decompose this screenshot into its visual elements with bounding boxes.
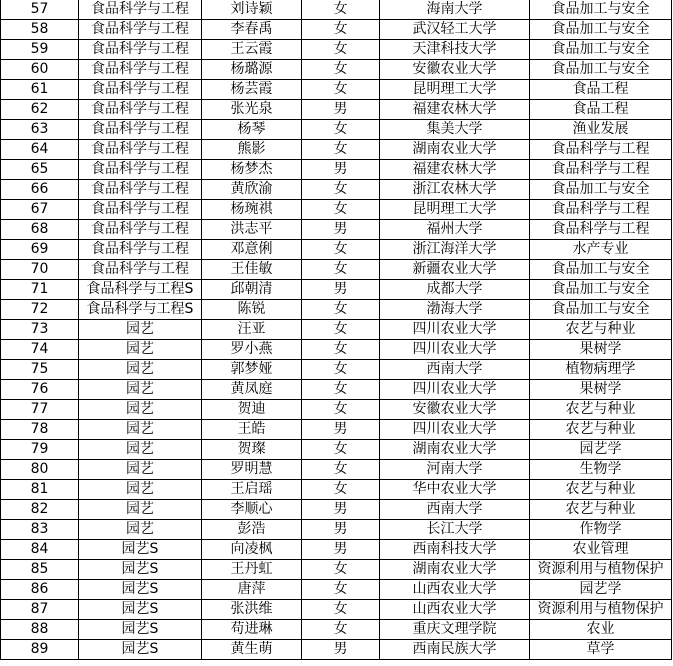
student-name: 张洪维	[202, 600, 302, 620]
major-cell: 食品科学与工程S	[79, 300, 202, 320]
direction-cell: 食品科学与工程	[530, 220, 672, 240]
gender-cell: 男	[302, 280, 380, 300]
student-name: 李顺心	[202, 500, 302, 520]
row-number: 80	[1, 460, 79, 480]
direction-cell: 农艺与种业	[530, 500, 672, 520]
university-cell: 昆明理工大学	[380, 80, 530, 100]
university-cell: 新疆农业大学	[380, 260, 530, 280]
direction-cell: 食品加工与安全	[530, 20, 672, 40]
major-cell: 食品科学与工程	[79, 20, 202, 40]
university-cell: 福建农林大学	[380, 100, 530, 120]
major-cell: 食品科学与工程	[79, 120, 202, 140]
gender-cell: 男	[302, 220, 380, 240]
university-cell: 安徽农业大学	[380, 400, 530, 420]
gender-cell: 男	[302, 420, 380, 440]
university-cell: 成都大学	[380, 280, 530, 300]
direction-cell: 园艺学	[530, 440, 672, 460]
university-cell: 武汉轻工大学	[380, 20, 530, 40]
row-number: 88	[1, 620, 79, 640]
university-cell: 四川农业大学	[380, 340, 530, 360]
student-name: 汪亚	[202, 320, 302, 340]
student-name: 陈锐	[202, 300, 302, 320]
student-name: 洪志平	[202, 220, 302, 240]
gender-cell: 女	[302, 260, 380, 280]
row-number: 82	[1, 500, 79, 520]
student-name: 杨璐源	[202, 60, 302, 80]
student-name: 向凌枫	[202, 540, 302, 560]
gender-cell: 女	[302, 440, 380, 460]
direction-cell: 食品加工与安全	[530, 0, 672, 20]
gender-cell: 女	[302, 360, 380, 380]
student-name: 王佳敏	[202, 260, 302, 280]
table-row	[1, 120, 672, 140]
gender-cell: 女	[302, 620, 380, 640]
direction-cell: 食品加工与安全	[530, 40, 672, 60]
row-number: 66	[1, 180, 79, 200]
gender-cell: 男	[302, 520, 380, 540]
direction-cell: 农艺与种业	[530, 320, 672, 340]
gender-cell: 女	[302, 400, 380, 420]
gender-cell: 男	[302, 500, 380, 520]
major-cell: 园艺	[79, 400, 202, 420]
major-cell: 园艺	[79, 320, 202, 340]
gender-cell: 女	[302, 460, 380, 480]
student-name: 杨琬祺	[202, 200, 302, 220]
university-cell: 四川农业大学	[380, 380, 530, 400]
table-row	[1, 0, 672, 20]
row-number: 61	[1, 80, 79, 100]
student-name: 刘诗颖	[202, 0, 302, 20]
university-cell: 西南大学	[380, 360, 530, 380]
row-number: 70	[1, 260, 79, 280]
student-name: 贺璨	[202, 440, 302, 460]
student-name: 邱朝清	[202, 280, 302, 300]
student-name: 黄欣渝	[202, 180, 302, 200]
gender-cell: 女	[302, 0, 380, 20]
gender-cell: 女	[302, 80, 380, 100]
row-number: 77	[1, 400, 79, 420]
gender-cell: 男	[302, 100, 380, 120]
table-row	[1, 600, 672, 620]
gender-cell: 女	[302, 480, 380, 500]
university-cell: 昆明理工大学	[380, 200, 530, 220]
direction-cell: 农艺与种业	[530, 480, 672, 500]
gender-cell: 女	[302, 560, 380, 580]
gender-cell: 女	[302, 600, 380, 620]
gender-cell: 女	[302, 180, 380, 200]
major-cell: 园艺	[79, 360, 202, 380]
major-cell: 园艺S	[79, 640, 202, 660]
gender-cell: 女	[302, 40, 380, 60]
gender-cell: 男	[302, 640, 380, 660]
row-number: 74	[1, 340, 79, 360]
university-cell: 四川农业大学	[380, 320, 530, 340]
direction-cell: 农业	[530, 620, 672, 640]
table-row	[1, 540, 672, 560]
direction-cell: 农艺与种业	[530, 420, 672, 440]
table-row	[1, 480, 672, 500]
university-cell: 山西农业大学	[380, 580, 530, 600]
university-cell: 海南大学	[380, 0, 530, 20]
major-cell: 食品科学与工程	[79, 140, 202, 160]
university-cell: 浙江海洋大学	[380, 240, 530, 260]
direction-cell: 农艺与种业	[530, 400, 672, 420]
row-number: 64	[1, 140, 79, 160]
row-number: 87	[1, 600, 79, 620]
major-cell: 食品科学与工程	[79, 0, 202, 20]
table-row	[1, 400, 672, 420]
direction-cell: 植物病理学	[530, 360, 672, 380]
gender-cell: 女	[302, 300, 380, 320]
row-number: 76	[1, 380, 79, 400]
university-cell: 福州大学	[380, 220, 530, 240]
major-cell: 园艺	[79, 460, 202, 480]
row-number: 59	[1, 40, 79, 60]
row-number: 58	[1, 20, 79, 40]
gender-cell: 女	[302, 320, 380, 340]
table-body	[1, 0, 672, 660]
gender-cell: 男	[302, 160, 380, 180]
direction-cell: 水产专业	[530, 240, 672, 260]
student-name: 李春禹	[202, 20, 302, 40]
row-number: 79	[1, 440, 79, 460]
student-name: 王皓	[202, 420, 302, 440]
table-row	[1, 500, 672, 520]
gender-cell: 女	[302, 60, 380, 80]
table-row	[1, 620, 672, 640]
row-number: 73	[1, 320, 79, 340]
major-cell: 园艺	[79, 520, 202, 540]
major-cell: 食品科学与工程	[79, 200, 202, 220]
gender-cell: 女	[302, 340, 380, 360]
student-name: 王启瑶	[202, 480, 302, 500]
direction-cell: 资源利用与植物保护	[530, 600, 672, 620]
row-number: 81	[1, 480, 79, 500]
major-cell: 园艺	[79, 380, 202, 400]
row-number: 75	[1, 360, 79, 380]
row-number: 62	[1, 100, 79, 120]
table-row	[1, 520, 672, 540]
gender-cell: 女	[302, 240, 380, 260]
table-row	[1, 260, 672, 280]
major-cell: 园艺	[79, 340, 202, 360]
major-cell: 园艺	[79, 500, 202, 520]
major-cell: 食品科学与工程S	[79, 280, 202, 300]
direction-cell: 食品科学与工程	[530, 160, 672, 180]
university-cell: 渤海大学	[380, 300, 530, 320]
row-number: 83	[1, 520, 79, 540]
table-row	[1, 220, 672, 240]
gender-cell: 女	[302, 200, 380, 220]
table-row	[1, 200, 672, 220]
direction-cell: 食品加工与安全	[530, 180, 672, 200]
major-cell: 园艺S	[79, 540, 202, 560]
table-row	[1, 60, 672, 80]
row-number: 60	[1, 60, 79, 80]
university-cell: 河南大学	[380, 460, 530, 480]
row-number: 65	[1, 160, 79, 180]
university-cell: 四川农业大学	[380, 420, 530, 440]
student-name: 杨芸霞	[202, 80, 302, 100]
table-row	[1, 40, 672, 60]
table-row	[1, 240, 672, 260]
table-row	[1, 640, 672, 660]
university-cell: 集美大学	[380, 120, 530, 140]
gender-cell: 女	[302, 580, 380, 600]
student-name: 张光泉	[202, 100, 302, 120]
row-number: 57	[1, 0, 79, 20]
gender-cell: 女	[302, 140, 380, 160]
direction-cell: 作物学	[530, 520, 672, 540]
university-cell: 华中农业大学	[380, 480, 530, 500]
major-cell: 园艺S	[79, 560, 202, 580]
row-number: 63	[1, 120, 79, 140]
table-row	[1, 80, 672, 100]
direction-cell: 果树学	[530, 380, 672, 400]
student-name: 彭浩	[202, 520, 302, 540]
university-cell: 浙江农林大学	[380, 180, 530, 200]
table-row	[1, 340, 672, 360]
row-number: 85	[1, 560, 79, 580]
student-name: 熊影	[202, 140, 302, 160]
gender-cell: 女	[302, 380, 380, 400]
table-row	[1, 360, 672, 380]
student-name: 黄生萌	[202, 640, 302, 660]
row-number: 84	[1, 540, 79, 560]
table-row	[1, 380, 672, 400]
direction-cell: 农业管理	[530, 540, 672, 560]
student-name: 罗小燕	[202, 340, 302, 360]
student-name: 苟进琳	[202, 620, 302, 640]
university-cell: 西南科技大学	[380, 540, 530, 560]
major-cell: 食品科学与工程	[79, 240, 202, 260]
direction-cell: 资源利用与植物保护	[530, 560, 672, 580]
row-number: 89	[1, 640, 79, 660]
major-cell: 园艺	[79, 440, 202, 460]
table-row	[1, 20, 672, 40]
university-cell: 山西农业大学	[380, 600, 530, 620]
direction-cell: 食品科学与工程	[530, 140, 672, 160]
table-row	[1, 160, 672, 180]
table-row	[1, 140, 672, 160]
row-number: 69	[1, 240, 79, 260]
student-name: 杨梦杰	[202, 160, 302, 180]
direction-cell: 食品工程	[530, 100, 672, 120]
student-name: 邓意俐	[202, 240, 302, 260]
direction-cell: 食品加工与安全	[530, 280, 672, 300]
major-cell: 食品科学与工程	[79, 40, 202, 60]
university-cell: 湖南农业大学	[380, 440, 530, 460]
direction-cell: 渔业发展	[530, 120, 672, 140]
major-cell: 食品科学与工程	[79, 80, 202, 100]
university-cell: 湖南农业大学	[380, 140, 530, 160]
major-cell: 园艺S	[79, 580, 202, 600]
university-cell: 西南大学	[380, 500, 530, 520]
row-number: 71	[1, 280, 79, 300]
direction-cell: 食品科学与工程	[530, 200, 672, 220]
row-number: 86	[1, 580, 79, 600]
major-cell: 园艺	[79, 480, 202, 500]
university-cell: 长江大学	[380, 520, 530, 540]
table-row	[1, 460, 672, 480]
student-name: 杨琴	[202, 120, 302, 140]
table-row	[1, 420, 672, 440]
table-row	[1, 280, 672, 300]
university-cell: 福建农林大学	[380, 160, 530, 180]
table-row	[1, 320, 672, 340]
student-name: 罗明慧	[202, 460, 302, 480]
row-number: 72	[1, 300, 79, 320]
table-row	[1, 180, 672, 200]
major-cell: 食品科学与工程	[79, 180, 202, 200]
student-name: 郭梦娅	[202, 360, 302, 380]
direction-cell: 食品工程	[530, 80, 672, 100]
direction-cell: 园艺学	[530, 580, 672, 600]
direction-cell: 食品加工与安全	[530, 260, 672, 280]
major-cell: 园艺S	[79, 620, 202, 640]
major-cell: 园艺S	[79, 600, 202, 620]
university-cell: 湖南农业大学	[380, 560, 530, 580]
table-row	[1, 560, 672, 580]
table-row	[1, 100, 672, 120]
direction-cell: 果树学	[530, 340, 672, 360]
major-cell: 食品科学与工程	[79, 220, 202, 240]
major-cell: 园艺	[79, 420, 202, 440]
major-cell: 食品科学与工程	[79, 60, 202, 80]
direction-cell: 食品加工与安全	[530, 60, 672, 80]
university-cell: 安徽农业大学	[380, 60, 530, 80]
table-row	[1, 440, 672, 460]
student-name: 王丹虹	[202, 560, 302, 580]
row-number: 78	[1, 420, 79, 440]
student-name: 唐萍	[202, 580, 302, 600]
university-cell: 西南民族大学	[380, 640, 530, 660]
university-cell: 天津科技大学	[380, 40, 530, 60]
gender-cell: 女	[302, 20, 380, 40]
major-cell: 食品科学与工程	[79, 260, 202, 280]
row-number: 67	[1, 200, 79, 220]
direction-cell: 草学	[530, 640, 672, 660]
direction-cell: 生物学	[530, 460, 672, 480]
table-row	[1, 580, 672, 600]
student-name: 贺迪	[202, 400, 302, 420]
table-row	[1, 300, 672, 320]
student-name: 王云霞	[202, 40, 302, 60]
student-name: 黄凤庭	[202, 380, 302, 400]
major-cell: 食品科学与工程	[79, 100, 202, 120]
gender-cell: 女	[302, 120, 380, 140]
major-cell: 食品科学与工程	[79, 160, 202, 180]
university-cell: 重庆文理学院	[380, 620, 530, 640]
gender-cell: 男	[302, 540, 380, 560]
row-number: 68	[1, 220, 79, 240]
direction-cell: 食品加工与安全	[530, 300, 672, 320]
